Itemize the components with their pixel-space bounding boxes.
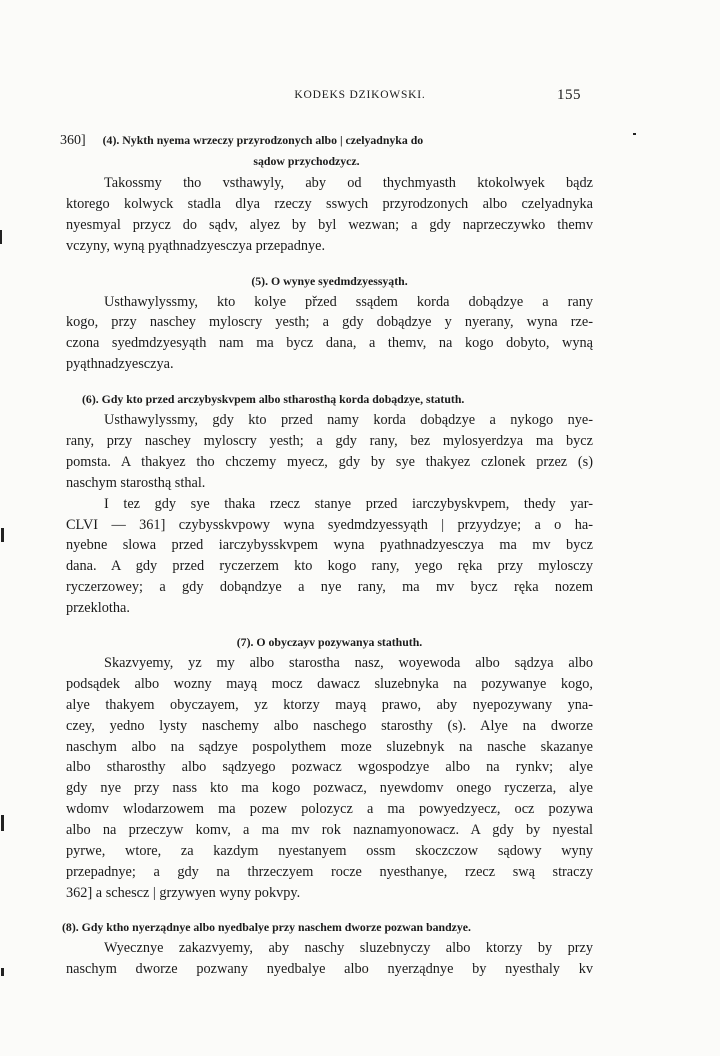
paragraph: [66, 173, 593, 257]
text-line: naschym dworze pozwany nyedbalye albo nyerządnye by nyesthaly kv: [66, 960, 593, 977]
paragraph: [66, 494, 593, 619]
scan-mark: [1, 528, 4, 542]
scan-mark: [633, 133, 636, 135]
text-line: ryczerzowey; a gdy dobąndzye a nye rany, ma mv bycz ręka nozem: [66, 579, 593, 596]
text-line: Takossmy tho vsthawyly, aby od thychmyasth ktokolwyek bądz: [104, 175, 593, 191]
paragraph: [66, 410, 593, 494]
text-line: gdy nye przy nass kto ma kogo pozwacz, nyewdomv onego ryczerza, alye: [66, 780, 593, 797]
section-6: [66, 389, 593, 619]
section-5: [66, 271, 593, 376]
text-line: albo stharosthy albo sądzyego pozwacz wgospodzye albo na rynkv; alye: [66, 759, 593, 776]
section-7: [66, 632, 593, 904]
section-4: [60, 130, 593, 257]
paragraph: [66, 938, 593, 980]
heading-line: sądow przychodzycz.: [253, 154, 360, 168]
page-number: 155: [557, 87, 581, 103]
text-line: wdomv wlodarzowem ma pozew polozycz a ma powyedzyecz, ocz pozywa: [66, 801, 593, 818]
text-line: przeklotha.: [66, 600, 130, 617]
text-line: alye thakyem obyczayem, yz ktorzy mayą prawo, aby nyepozywany yna-: [66, 696, 593, 713]
text-line: 362] a schescz | grzywyen wyny pokvpy.: [66, 884, 301, 901]
text-line: podsądek albo wozny mayą mocz dawacz sluzebnyka na pozywanye kogo,: [66, 675, 593, 692]
text-line: Usthawylyssmy, gdy kto przed namy korda dobądzye a nykogo nye-: [104, 412, 593, 429]
section-heading: (6). Gdy kto przed arczybyskvpem albo stharosthą korda dobądzye, statuth.: [82, 392, 465, 407]
text-line: I tez gdy sye thaka rzecz stanye przed iarczybyskvpem, thedy yar-: [104, 495, 593, 512]
margin-reference: 360]: [60, 133, 86, 148]
text-line: czona syedmdzyesyąth nam ma bycz dana, a themv, na kogo dobyto, wyną: [66, 335, 593, 352]
section-8: [62, 917, 593, 980]
section-heading: [60, 130, 593, 171]
scan-mark: [0, 230, 2, 244]
text-line: Usthawylyssmy, kto kolye přzed ssądem korda dobądzye a rany: [104, 293, 593, 310]
text-line: Wyecznye zakazvyemy, aby naschy sluzebnyczy albo ktorzy by przy: [104, 939, 593, 956]
text-line: CLVI — 361] czybysskvpowy wyna syedmdzyessyąth | przyydzye; a o ha-: [66, 516, 593, 533]
section-heading: (7). O obyczayv pozywanya stathuth.: [236, 635, 423, 650]
text-line: ktorego kolwyck stadla dlya rzeczy sswych przyrodzonych albo czelyadnyka: [66, 195, 593, 212]
text-line: naschym starosthą sthal.: [66, 474, 206, 491]
text-line: czey, yedno lysty naschemy albo naschego starosthy (s). Alye na dworze: [66, 717, 593, 734]
text-line: pyąthnadzyesczya.: [66, 356, 174, 373]
text-line: przepadnye; a gdy na thrzeczyem rocze nyesthanye, rzecz swą straczy: [66, 863, 593, 880]
text-line: rany, przy naschey myloscry yesth; a gdy rany, bez mylosyerdzya ma bycz: [66, 433, 593, 450]
text-line: dana. A gdy przed ryczerzem kto kogo rany, yego ręka przy mylosczy: [66, 558, 593, 575]
text-line: naschym albo na sądzye pospolythem moze sluzebnyk na nasche skazanye: [66, 738, 593, 755]
text-line: nyebne slowa przed iarczybysskvpem wyna pyathnadzyesczya ma mv bycz: [66, 537, 593, 554]
text-line: vczyny, wyną pyąthnadzyesczya przepadnye.: [66, 237, 326, 254]
text-line: pyrwe, wtore, za kazdym nyestanyem ossm skoczczow sądowy wyny: [66, 843, 593, 860]
scan-mark: [1, 815, 4, 831]
page-content: [60, 130, 593, 980]
paragraph: [66, 653, 593, 904]
text-line: Skazvyemy, yz my albo starostha nasz, woyewoda albo sądzya albo: [104, 655, 593, 672]
paragraph: [66, 292, 593, 376]
header-title: KODEKS DZIKOWSKI.: [294, 89, 426, 101]
text-line: pomsta. A thakyez tho chczemy myecz, gdy by sye thakyez czlonek przez (s): [66, 453, 593, 470]
text-line: albo na przeczyw komv, a ma mv rok naznamyonowacz. A gdy by nyestal: [66, 822, 593, 839]
section-heading: (5). O wynye syedmdzyessyąth.: [251, 273, 408, 288]
text-line: nyesmyal przycz do sądv, alyez by byl wezwan; a gdy naprzeczywko themv: [66, 216, 593, 233]
text-line: kogo, przy naschey myloscry yesth; a gdy dobądzye y nyerany, wyna rze-: [66, 314, 593, 331]
scan-mark: [1, 968, 4, 976]
section-heading: (8). Gdy ktho nyerządnye albo nyedbalye przy naschem dworze pozwan bandzye.: [62, 919, 471, 934]
heading-line: (4). Nykth nyema wrzeczy przyrodzonych albo | czelyadnyka do: [102, 133, 424, 147]
